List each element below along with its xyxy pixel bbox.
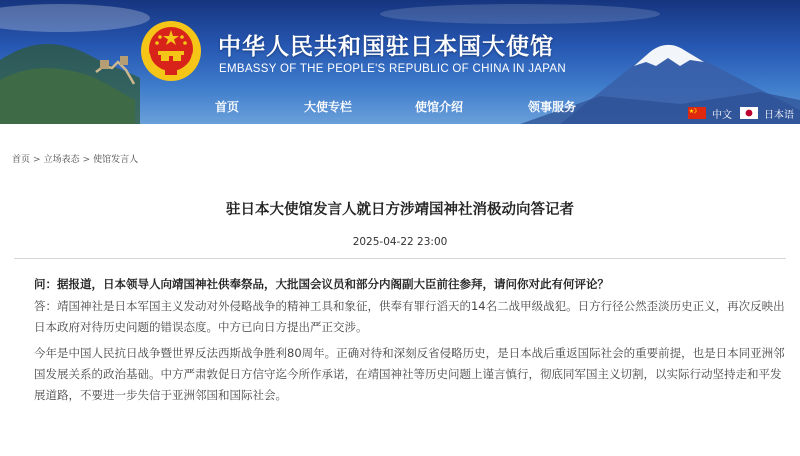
embassy-title-chinese: 中华人民共和国驻日本国大使馆 (218, 34, 554, 60)
nav-ambassador-column[interactable]: 大使专栏 (304, 100, 353, 114)
nav-consular-services[interactable]: 领事服务 (528, 100, 577, 114)
breadcrumb-positions[interactable]: 立场表态 (43, 155, 80, 165)
language-japanese-label: 日本语 (764, 109, 794, 121)
breadcrumb-spokesperson[interactable]: 使馆发言人 (93, 155, 139, 165)
header-banner (0, 0, 800, 124)
language-chinese[interactable] (688, 106, 732, 120)
breadcrumb (12, 152, 138, 165)
article-answer: 答：靖国神社是日本军国主义发动对外侵略战争的精神工具和象征，供奉有罪行滔天的14名二战甲级战犯。日方行径公然歪淡历史正义，再次反映出日本政府对待历史问题的错误态度。中方已向日方提出严正交涉。 (34, 299, 785, 334)
language-chinese-label: 中文 (712, 109, 732, 121)
china-flag-icon (688, 107, 706, 119)
embassy-title-english: EMBASSY OF THE PEOPLE'S REPUBLIC OF CHINA IN JAPAN (219, 63, 566, 75)
japan-flag-icon (740, 107, 758, 119)
nav-embassy-intro[interactable]: 使馆介绍 (415, 100, 464, 114)
breadcrumb-separator: > (33, 155, 41, 165)
breadcrumb-separator: > (82, 155, 91, 165)
main-navigation (0, 98, 800, 122)
nav-home[interactable]: 首页 (215, 100, 240, 114)
article-title: 驻日本大使馆发言人就日方涉靖国神社消极动向答记者 (226, 202, 574, 218)
breadcrumb-home[interactable]: 首页 (12, 155, 31, 165)
language-japanese[interactable] (740, 106, 794, 120)
article-paragraph: 今年是中国人民抗日战争暨世界反法西斯战争胜利80周年。正确对待和深刻反省侵略历史，是日本战后重返国际社会的重要前提，也是日本同亚洲邻国发展关系的政治基础。中方严肃敦促日方信守迄今所作承诺，在靖国神社等历史问题上谨言慎行，彻底同军国主义切割，以实际行动坚持走和平发展道路，不要进一步失信于亚洲邻国和国际社会。 (34, 346, 785, 402)
article-date: 2025-04-22 23:00 (352, 236, 448, 248)
article-divider (14, 258, 786, 259)
article-body (34, 274, 786, 411)
national-emblem-icon (140, 20, 202, 82)
article-question: 问：据报道，日本领导人向靖国神社供奉祭品，大批国会议员和部分内阁副大臣前往参拜，请问你对此有何评论？ (34, 277, 609, 291)
